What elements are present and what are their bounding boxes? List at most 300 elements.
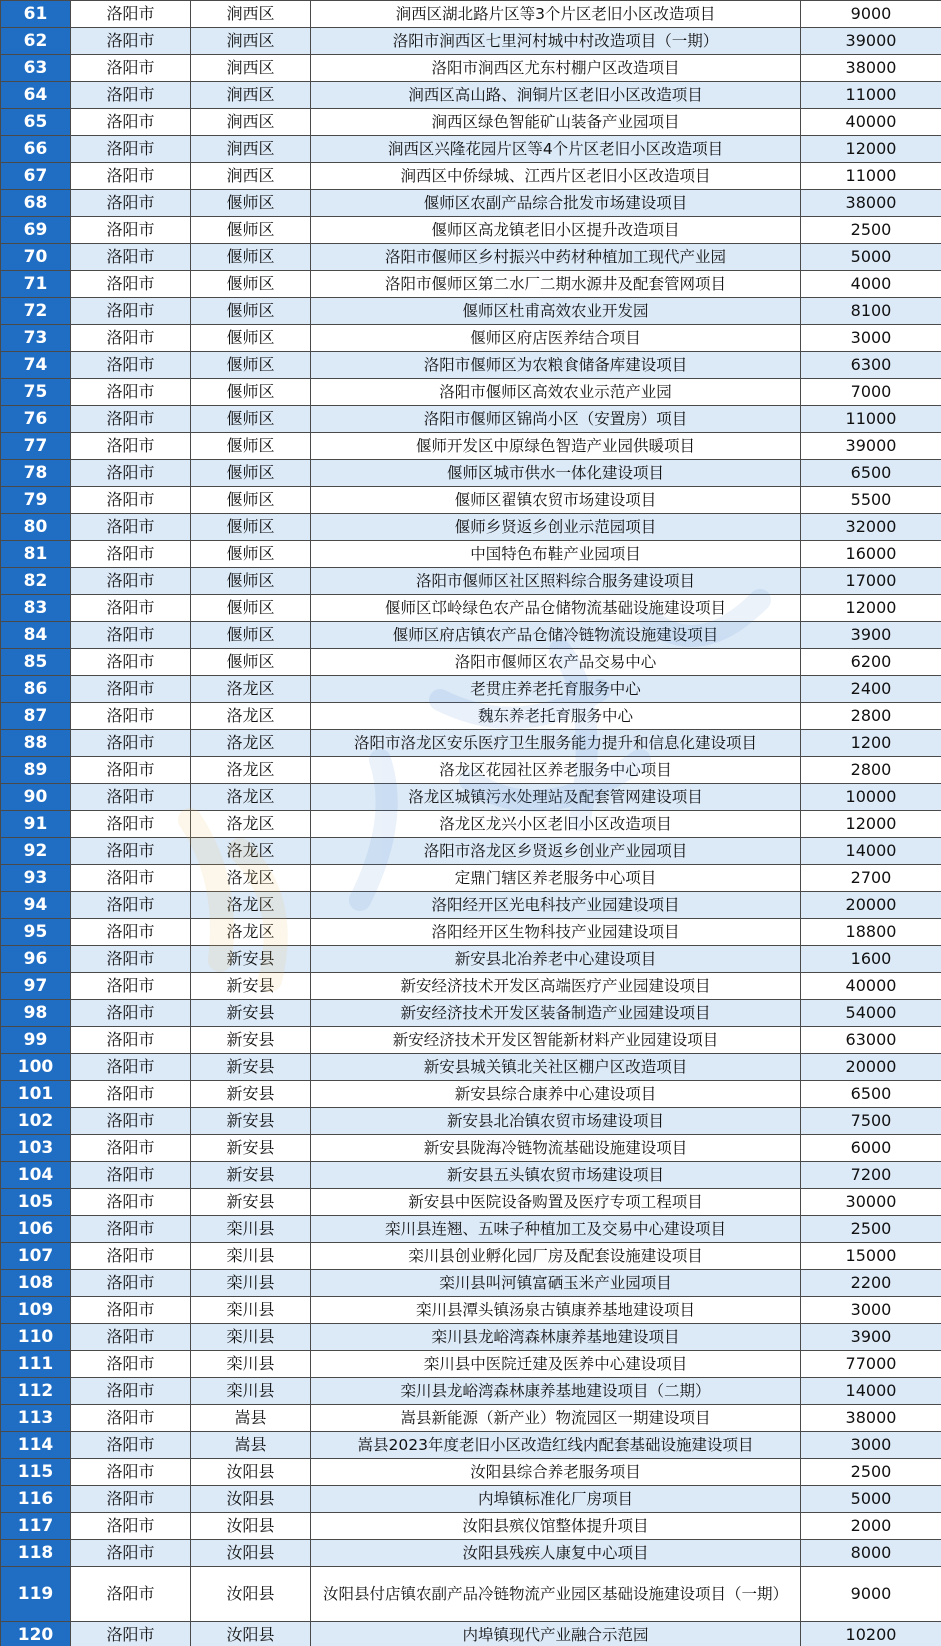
row-number: 102 <box>1 1108 71 1135</box>
city-cell: 洛阳市 <box>71 1000 191 1027</box>
amount-cell: 9000 <box>801 1567 941 1622</box>
project-name-cell: 魏东养老托育服务中心 <box>311 703 801 730</box>
amount-cell: 15000 <box>801 1243 941 1270</box>
city-cell: 洛阳市 <box>71 487 191 514</box>
table-row <box>1 568 941 595</box>
table-row <box>1 136 941 163</box>
district-cell: 偃师区 <box>191 298 311 325</box>
city-cell: 洛阳市 <box>71 892 191 919</box>
district-cell: 汝阳县 <box>191 1567 311 1622</box>
district-cell: 涧西区 <box>191 28 311 55</box>
project-name-cell: 老贯庄养老托育服务中心 <box>311 676 801 703</box>
row-number: 75 <box>1 379 71 406</box>
city-cell: 洛阳市 <box>71 1135 191 1162</box>
amount-cell: 9000 <box>801 1 941 28</box>
city-cell: 洛阳市 <box>71 1189 191 1216</box>
city-cell: 洛阳市 <box>71 1351 191 1378</box>
row-number: 62 <box>1 28 71 55</box>
city-cell: 洛阳市 <box>71 622 191 649</box>
row-number: 117 <box>1 1513 71 1540</box>
project-name-cell: 偃师区城市供水一体化建设项目 <box>311 460 801 487</box>
amount-cell: 5500 <box>801 487 941 514</box>
table-row <box>1 622 941 649</box>
project-name-cell: 洛阳市偃师区乡村振兴中药材种植加工现代产业园 <box>311 244 801 271</box>
row-number: 63 <box>1 55 71 82</box>
district-cell: 新安县 <box>191 946 311 973</box>
table-row <box>1 109 941 136</box>
row-number: 89 <box>1 757 71 784</box>
table-row <box>1 325 941 352</box>
city-cell: 洛阳市 <box>71 1162 191 1189</box>
table-row <box>1 1081 941 1108</box>
row-number: 82 <box>1 568 71 595</box>
city-cell: 洛阳市 <box>71 1297 191 1324</box>
amount-cell: 3900 <box>801 1324 941 1351</box>
project-name-cell: 栾川县叫河镇富硒玉米产业园项目 <box>311 1270 801 1297</box>
amount-cell: 18800 <box>801 919 941 946</box>
district-cell: 涧西区 <box>191 136 311 163</box>
table-row <box>1 433 941 460</box>
project-name-cell: 偃师区府店医养结合项目 <box>311 325 801 352</box>
district-cell: 偃师区 <box>191 190 311 217</box>
amount-cell: 3900 <box>801 622 941 649</box>
amount-cell: 6200 <box>801 649 941 676</box>
amount-cell: 8000 <box>801 1540 941 1567</box>
project-name-cell: 新安经济技术开发区智能新材料产业园建设项目 <box>311 1027 801 1054</box>
district-cell: 偃师区 <box>191 622 311 649</box>
city-cell: 洛阳市 <box>71 757 191 784</box>
city-cell: 洛阳市 <box>71 55 191 82</box>
amount-cell: 12000 <box>801 595 941 622</box>
amount-cell: 2500 <box>801 1216 941 1243</box>
row-number: 118 <box>1 1540 71 1567</box>
amount-cell: 2800 <box>801 703 941 730</box>
city-cell: 洛阳市 <box>71 1567 191 1622</box>
district-cell: 新安县 <box>191 973 311 1000</box>
table-row <box>1 487 941 514</box>
table-row <box>1 406 941 433</box>
city-cell: 洛阳市 <box>71 919 191 946</box>
district-cell: 涧西区 <box>191 109 311 136</box>
table-row <box>1 676 941 703</box>
amount-cell: 8100 <box>801 298 941 325</box>
table-row <box>1 1162 941 1189</box>
project-name-cell: 栾川县龙峪湾森林康养基地建设项目 <box>311 1324 801 1351</box>
project-name-cell: 嵩县新能源（新产业）物流园区一期建设项目 <box>311 1405 801 1432</box>
project-name-cell: 汝阳县残疾人康复中心项目 <box>311 1540 801 1567</box>
table-row <box>1 1378 941 1405</box>
table-row <box>1 1135 941 1162</box>
city-cell: 洛阳市 <box>71 379 191 406</box>
table-row <box>1 1486 941 1513</box>
city-cell: 洛阳市 <box>71 271 191 298</box>
row-number: 92 <box>1 838 71 865</box>
city-cell: 洛阳市 <box>71 1081 191 1108</box>
amount-cell: 39000 <box>801 28 941 55</box>
project-name-cell: 涧西区中侨绿城、江西片区老旧小区改造项目 <box>311 163 801 190</box>
project-name-cell: 涧西区高山路、涧铜片区老旧小区改造项目 <box>311 82 801 109</box>
city-cell: 洛阳市 <box>71 82 191 109</box>
table-row <box>1 541 941 568</box>
project-name-cell: 洛阳市洛龙区安乐医疗卫生服务能力提升和信息化建设项目 <box>311 730 801 757</box>
city-cell: 洛阳市 <box>71 109 191 136</box>
amount-cell: 10200 <box>801 1622 941 1646</box>
project-name-cell: 洛龙区龙兴小区老旧小区改造项目 <box>311 811 801 838</box>
row-number: 93 <box>1 865 71 892</box>
row-number: 110 <box>1 1324 71 1351</box>
project-name-cell: 偃师区府店镇农产品仓储冷链物流设施建设项目 <box>311 622 801 649</box>
city-cell: 洛阳市 <box>71 568 191 595</box>
amount-cell: 2500 <box>801 1459 941 1486</box>
table-row <box>1 460 941 487</box>
table-row <box>1 1108 941 1135</box>
row-number: 108 <box>1 1270 71 1297</box>
project-name-cell: 洛阳市偃师区农产品交易中心 <box>311 649 801 676</box>
row-number: 95 <box>1 919 71 946</box>
project-name-cell: 新安县北冶养老中心建设项目 <box>311 946 801 973</box>
district-cell: 偃师区 <box>191 217 311 244</box>
table-row <box>1 1 941 28</box>
row-number: 83 <box>1 595 71 622</box>
project-name-cell: 汝阳县综合养老服务项目 <box>311 1459 801 1486</box>
project-name-cell: 洛阳经开区光电科技产业园建设项目 <box>311 892 801 919</box>
table-row <box>1 703 941 730</box>
amount-cell: 2200 <box>801 1270 941 1297</box>
row-number: 69 <box>1 217 71 244</box>
project-name-cell: 洛龙区城镇污水处理站及配套管网建设项目 <box>311 784 801 811</box>
project-name-cell: 定鼎门辖区养老服务中心项目 <box>311 865 801 892</box>
amount-cell: 6500 <box>801 460 941 487</box>
project-name-cell: 洛阳市偃师区为农粮食储备库建设项目 <box>311 352 801 379</box>
project-name-cell: 新安县北冶镇农贸市场建设项目 <box>311 1108 801 1135</box>
amount-cell: 5000 <box>801 1486 941 1513</box>
city-cell: 洛阳市 <box>71 1540 191 1567</box>
city-cell: 洛阳市 <box>71 1513 191 1540</box>
row-number: 114 <box>1 1432 71 1459</box>
table-row <box>1 1351 941 1378</box>
city-cell: 洛阳市 <box>71 136 191 163</box>
city-cell: 洛阳市 <box>71 1108 191 1135</box>
amount-cell: 11000 <box>801 82 941 109</box>
table-row <box>1 271 941 298</box>
row-number: 90 <box>1 784 71 811</box>
project-name-cell: 偃师区邙岭绿色农产品仓储物流基础设施建设项目 <box>311 595 801 622</box>
project-name-cell: 洛阳市偃师区第二水厂二期水源井及配套管网项目 <box>311 271 801 298</box>
amount-cell: 7200 <box>801 1162 941 1189</box>
district-cell: 洛龙区 <box>191 676 311 703</box>
amount-cell: 6000 <box>801 1135 941 1162</box>
project-name-cell: 涧西区绿色智能矿山装备产业园项目 <box>311 109 801 136</box>
row-number: 99 <box>1 1027 71 1054</box>
district-cell: 偃师区 <box>191 379 311 406</box>
table-row <box>1 1567 941 1622</box>
amount-cell: 2800 <box>801 757 941 784</box>
amount-cell: 6300 <box>801 352 941 379</box>
city-cell: 洛阳市 <box>71 352 191 379</box>
project-name-cell: 偃师区翟镇农贸市场建设项目 <box>311 487 801 514</box>
table-row <box>1 1270 941 1297</box>
row-number: 77 <box>1 433 71 460</box>
table-row <box>1 1054 941 1081</box>
row-number: 88 <box>1 730 71 757</box>
city-cell: 洛阳市 <box>71 703 191 730</box>
row-number: 70 <box>1 244 71 271</box>
row-number: 91 <box>1 811 71 838</box>
district-cell: 新安县 <box>191 1189 311 1216</box>
city-cell: 洛阳市 <box>71 190 191 217</box>
district-cell: 栾川县 <box>191 1378 311 1405</box>
amount-cell: 40000 <box>801 109 941 136</box>
row-number: 97 <box>1 973 71 1000</box>
district-cell: 洛龙区 <box>191 919 311 946</box>
city-cell: 洛阳市 <box>71 595 191 622</box>
table-row <box>1 757 941 784</box>
row-number: 72 <box>1 298 71 325</box>
table-row <box>1 55 941 82</box>
city-cell: 洛阳市 <box>71 946 191 973</box>
table-row <box>1 1324 941 1351</box>
district-cell: 偃师区 <box>191 244 311 271</box>
row-number: 78 <box>1 460 71 487</box>
project-name-cell: 栾川县连翘、五味子种植加工及交易中心建设项目 <box>311 1216 801 1243</box>
project-name-cell: 新安县城关镇北关社区棚户区改造项目 <box>311 1054 801 1081</box>
row-number: 85 <box>1 649 71 676</box>
district-cell: 偃师区 <box>191 271 311 298</box>
table-row <box>1 244 941 271</box>
row-number: 115 <box>1 1459 71 1486</box>
amount-cell: 77000 <box>801 1351 941 1378</box>
district-cell: 偃师区 <box>191 487 311 514</box>
amount-cell: 10000 <box>801 784 941 811</box>
city-cell: 洛阳市 <box>71 1622 191 1646</box>
amount-cell: 5000 <box>801 244 941 271</box>
table-row <box>1 217 941 244</box>
project-name-cell: 洛阳市洛龙区乡贤返乡创业产业园项目 <box>311 838 801 865</box>
district-cell: 洛龙区 <box>191 892 311 919</box>
amount-cell: 63000 <box>801 1027 941 1054</box>
city-cell: 洛阳市 <box>71 811 191 838</box>
table-row <box>1 946 941 973</box>
district-cell: 偃师区 <box>191 433 311 460</box>
amount-cell: 39000 <box>801 433 941 460</box>
project-name-cell: 洛阳经开区生物科技产业园建设项目 <box>311 919 801 946</box>
table-row <box>1 1622 941 1646</box>
table-row <box>1 514 941 541</box>
row-number: 73 <box>1 325 71 352</box>
district-cell: 偃师区 <box>191 568 311 595</box>
district-cell: 洛龙区 <box>191 811 311 838</box>
row-number: 98 <box>1 1000 71 1027</box>
table-row <box>1 649 941 676</box>
city-cell: 洛阳市 <box>71 1054 191 1081</box>
district-cell: 栾川县 <box>191 1216 311 1243</box>
city-cell: 洛阳市 <box>71 514 191 541</box>
project-name-cell: 新安县五头镇农贸市场建设项目 <box>311 1162 801 1189</box>
district-cell: 新安县 <box>191 1108 311 1135</box>
row-number: 116 <box>1 1486 71 1513</box>
row-number: 103 <box>1 1135 71 1162</box>
city-cell: 洛阳市 <box>71 298 191 325</box>
amount-cell: 17000 <box>801 568 941 595</box>
project-name-cell: 栾川县龙峪湾森林康养基地建设项目（二期） <box>311 1378 801 1405</box>
city-cell: 洛阳市 <box>71 1 191 28</box>
project-name-cell: 栾川县中医院迁建及医养中心建设项目 <box>311 1351 801 1378</box>
city-cell: 洛阳市 <box>71 1432 191 1459</box>
district-cell: 栾川县 <box>191 1243 311 1270</box>
city-cell: 洛阳市 <box>71 406 191 433</box>
district-cell: 新安县 <box>191 1027 311 1054</box>
amount-cell: 54000 <box>801 1000 941 1027</box>
amount-cell: 2400 <box>801 676 941 703</box>
city-cell: 洛阳市 <box>71 1027 191 1054</box>
project-name-cell: 新安县陇海冷链物流基础设施建设项目 <box>311 1135 801 1162</box>
amount-cell: 32000 <box>801 514 941 541</box>
district-cell: 涧西区 <box>191 55 311 82</box>
district-cell: 汝阳县 <box>191 1459 311 1486</box>
amount-cell: 38000 <box>801 55 941 82</box>
district-cell: 新安县 <box>191 1162 311 1189</box>
district-cell: 汝阳县 <box>191 1486 311 1513</box>
table-row <box>1 838 941 865</box>
amount-cell: 20000 <box>801 1054 941 1081</box>
amount-cell: 12000 <box>801 136 941 163</box>
district-cell: 嵩县 <box>191 1432 311 1459</box>
district-cell: 偃师区 <box>191 514 311 541</box>
row-number: 113 <box>1 1405 71 1432</box>
city-cell: 洛阳市 <box>71 1270 191 1297</box>
city-cell: 洛阳市 <box>71 217 191 244</box>
district-cell: 洛龙区 <box>191 838 311 865</box>
project-name-cell: 偃师区农副产品综合批发市场建设项目 <box>311 190 801 217</box>
city-cell: 洛阳市 <box>71 28 191 55</box>
district-cell: 新安县 <box>191 1081 311 1108</box>
city-cell: 洛阳市 <box>71 460 191 487</box>
amount-cell: 2000 <box>801 1513 941 1540</box>
row-number: 80 <box>1 514 71 541</box>
row-number: 74 <box>1 352 71 379</box>
row-number: 106 <box>1 1216 71 1243</box>
project-name-cell: 偃师区杜甫高效农业开发园 <box>311 298 801 325</box>
row-number: 101 <box>1 1081 71 1108</box>
city-cell: 洛阳市 <box>71 163 191 190</box>
amount-cell: 11000 <box>801 406 941 433</box>
city-cell: 洛阳市 <box>71 1324 191 1351</box>
district-cell: 涧西区 <box>191 163 311 190</box>
district-cell: 栾川县 <box>191 1297 311 1324</box>
amount-cell: 30000 <box>801 1189 941 1216</box>
row-number: 119 <box>1 1567 71 1622</box>
table-row <box>1 595 941 622</box>
district-cell: 偃师区 <box>191 325 311 352</box>
city-cell: 洛阳市 <box>71 541 191 568</box>
project-name-cell: 偃师乡贤返乡创业示范园项目 <box>311 514 801 541</box>
amount-cell: 14000 <box>801 838 941 865</box>
amount-cell: 6500 <box>801 1081 941 1108</box>
table-row <box>1 298 941 325</box>
project-name-cell: 中国特色布鞋产业园项目 <box>311 541 801 568</box>
district-cell: 涧西区 <box>191 1 311 28</box>
amount-cell: 3000 <box>801 1432 941 1459</box>
table-row <box>1 811 941 838</box>
table-row <box>1 1513 941 1540</box>
table-row <box>1 190 941 217</box>
project-name-cell: 洛阳市偃师区社区照料综合服务建设项目 <box>311 568 801 595</box>
district-cell: 偃师区 <box>191 595 311 622</box>
city-cell: 洛阳市 <box>71 433 191 460</box>
row-number: 81 <box>1 541 71 568</box>
amount-cell: 3000 <box>801 325 941 352</box>
row-number: 107 <box>1 1243 71 1270</box>
district-cell: 洛龙区 <box>191 865 311 892</box>
table-row <box>1 1405 941 1432</box>
amount-cell: 4000 <box>801 271 941 298</box>
district-cell: 嵩县 <box>191 1405 311 1432</box>
row-number: 87 <box>1 703 71 730</box>
project-name-cell: 洛阳市涧西区七里河村城中村改造项目（一期） <box>311 28 801 55</box>
amount-cell: 20000 <box>801 892 941 919</box>
table-row <box>1 82 941 109</box>
amount-cell: 7000 <box>801 379 941 406</box>
district-cell: 新安县 <box>191 1054 311 1081</box>
district-cell: 涧西区 <box>191 82 311 109</box>
row-number: 71 <box>1 271 71 298</box>
district-cell: 新安县 <box>191 1135 311 1162</box>
table-row <box>1 919 941 946</box>
row-number: 112 <box>1 1378 71 1405</box>
row-number: 76 <box>1 406 71 433</box>
city-cell: 洛阳市 <box>71 325 191 352</box>
city-cell: 洛阳市 <box>71 649 191 676</box>
district-cell: 洛龙区 <box>191 784 311 811</box>
project-name-cell: 栾川县潭头镇汤泉古镇康养基地建设项目 <box>311 1297 801 1324</box>
table-row <box>1 973 941 1000</box>
table-row <box>1 1297 941 1324</box>
row-number: 96 <box>1 946 71 973</box>
row-number: 84 <box>1 622 71 649</box>
table-row <box>1 1432 941 1459</box>
district-cell: 汝阳县 <box>191 1540 311 1567</box>
table-row <box>1 1243 941 1270</box>
project-name-cell: 汝阳县殡仪馆整体提升项目 <box>311 1513 801 1540</box>
amount-cell: 12000 <box>801 811 941 838</box>
row-number: 100 <box>1 1054 71 1081</box>
table-row <box>1 1540 941 1567</box>
row-number: 111 <box>1 1351 71 1378</box>
city-cell: 洛阳市 <box>71 1216 191 1243</box>
project-name-cell: 内埠镇标准化厂房项目 <box>311 1486 801 1513</box>
city-cell: 洛阳市 <box>71 838 191 865</box>
table-row <box>1 379 941 406</box>
row-number: 105 <box>1 1189 71 1216</box>
amount-cell: 2500 <box>801 217 941 244</box>
project-table-body <box>1 1 941 1646</box>
row-number: 104 <box>1 1162 71 1189</box>
table-row <box>1 730 941 757</box>
city-cell: 洛阳市 <box>71 1243 191 1270</box>
district-cell: 洛龙区 <box>191 730 311 757</box>
row-number: 68 <box>1 190 71 217</box>
project-name-cell: 嵩县2023年度老旧小区改造红线内配套基础设施建设项目 <box>311 1432 801 1459</box>
city-cell: 洛阳市 <box>71 1486 191 1513</box>
city-cell: 洛阳市 <box>71 244 191 271</box>
row-number: 64 <box>1 82 71 109</box>
amount-cell: 1600 <box>801 946 941 973</box>
project-name-cell: 新安经济技术开发区装备制造产业园建设项目 <box>311 1000 801 1027</box>
amount-cell: 38000 <box>801 190 941 217</box>
row-number: 67 <box>1 163 71 190</box>
row-number: 66 <box>1 136 71 163</box>
amount-cell: 11000 <box>801 163 941 190</box>
